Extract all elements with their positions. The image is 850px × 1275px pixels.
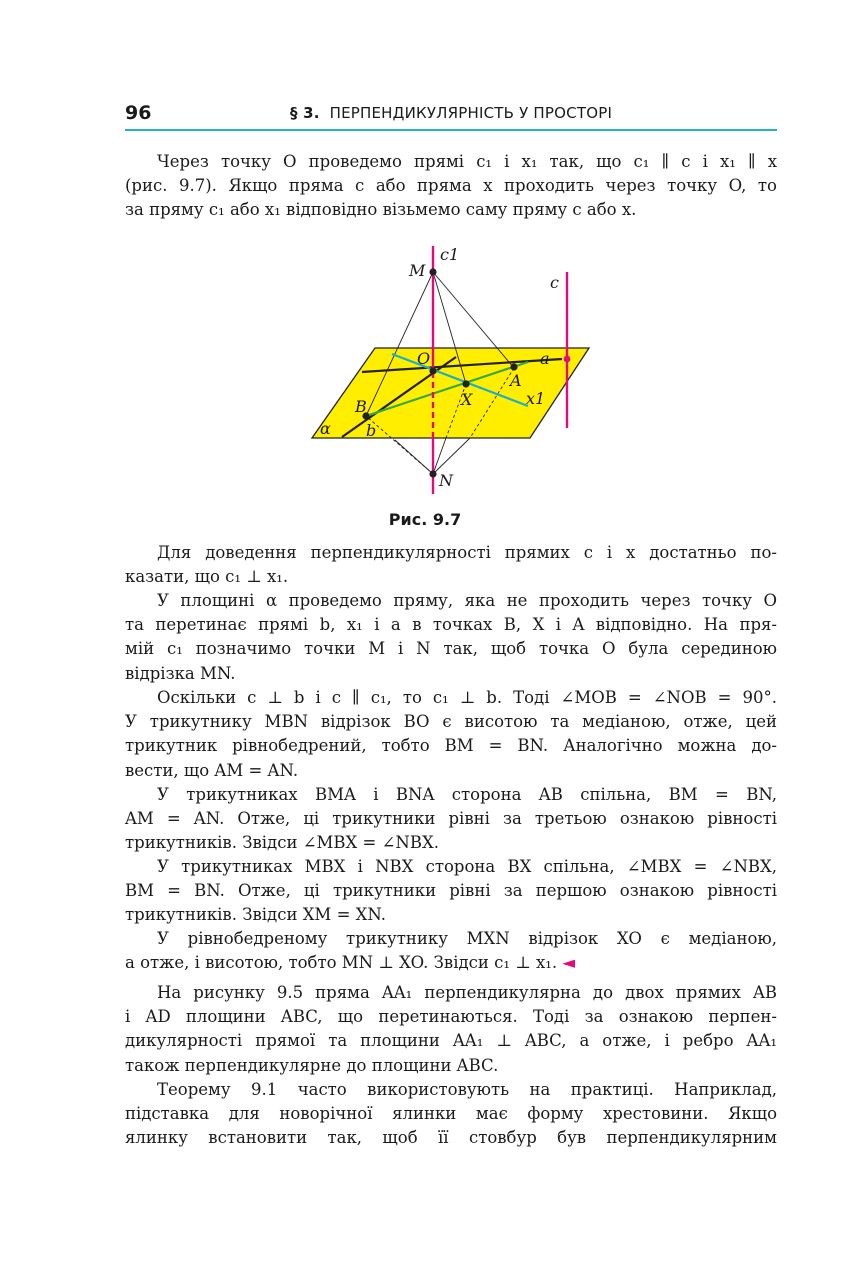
- paragraph-2: [125, 541, 777, 589]
- label-c1: c1: [440, 245, 460, 264]
- label-A: A: [510, 371, 522, 390]
- text-line: (рис. 9.7). Якщо пряма c або пряма x проходить через точку O, то: [125, 176, 777, 196]
- label-x1: x1: [526, 389, 546, 408]
- point-N: [429, 470, 436, 477]
- paragraph-4: [125, 686, 777, 783]
- segment-NA-below: [433, 438, 470, 474]
- text-line: ялинку встановити так, щоб її стовбур був перпендикулярним: [125, 1128, 777, 1148]
- text-line: і AD площини ABC, що перетинаються. Тоді за ознакою перпен-: [125, 1007, 777, 1027]
- label-M: M: [409, 261, 426, 280]
- text-line: BM = BN. Отже, ці трикутники рівні за першою ознакою рівності: [125, 881, 777, 901]
- text-line: У площині α проведемо пряму, яка не проходить через точку O: [157, 591, 777, 610]
- text-line: Теорему 9.1 часто використовують на практиці. Наприклад,: [157, 1080, 777, 1099]
- label-N: N: [439, 471, 453, 490]
- figure-caption: Рис. 9.7: [388, 510, 462, 529]
- point-A: [510, 363, 517, 370]
- paragraph-3: [125, 589, 777, 686]
- text-line: Для доведення перпендикулярності прямих c і x достатньо по-: [157, 543, 777, 562]
- text-line: У трикутнику MBN відрізок BO є висотою та медіаною, отже, цей: [125, 712, 777, 732]
- label-a: a: [540, 349, 550, 368]
- text-line: також перпендикулярне до площини ABC.: [125, 1055, 499, 1075]
- text-line: відрізка MN.: [125, 663, 236, 683]
- label-O: O: [417, 349, 431, 368]
- text-line: AM = AN. Отже, ці трикутники рівні за третьою ознакою рівності: [125, 809, 777, 829]
- text-line: казати, що c₁ ⊥ x₁.: [125, 567, 289, 587]
- point-X: [462, 380, 469, 387]
- section-mark: § 3.: [290, 104, 320, 122]
- text-line: підставка для новорічної ялинки має форму хрестовини. Якщо: [125, 1104, 777, 1124]
- point-c-intersection: [564, 356, 571, 363]
- paragraph-1: [125, 150, 777, 223]
- text-line: мій c₁ позначимо точки M і N так, щоб точка O була серединою: [125, 639, 777, 659]
- text-line: трикутників. Звідси ∠MBX = ∠NBX.: [125, 833, 439, 853]
- point-M: [429, 268, 436, 275]
- segment-NB-below: [395, 440, 433, 474]
- text-line: а отже, і висотою, тобто MN ⊥ XO. Звідси c₁ ⊥ x₁.: [125, 953, 558, 973]
- section-title-text: ПЕРПЕНДИКУЛЯРНІСТЬ У ПРОСТОРІ: [329, 104, 613, 122]
- page-header: [125, 96, 777, 130]
- point-O: [429, 367, 436, 374]
- text-line: У трикутниках MBX і NBX сторона BX спільна, ∠MBX = ∠NBX,: [157, 857, 777, 876]
- paragraph-9: [125, 1078, 777, 1151]
- text-line: трикутник рівнобедрений, тобто BM = BN. Аналогічно можна до-: [125, 736, 777, 756]
- text-line: трикутників. Звідси XM = XN.: [125, 905, 387, 925]
- text-line-with-end-mark: [125, 951, 777, 975]
- paragraph-5: [125, 783, 777, 856]
- text-line: за пряму c₁ або x₁ відповідно візьмемо саму пряму c або x.: [125, 200, 637, 220]
- text-line: вести, що AM = AN.: [125, 760, 299, 780]
- text-line: На рисунку 9.5 пряма AA₁ перпендикулярна до двох прямих AB: [157, 983, 777, 1002]
- header-rule: [125, 129, 777, 131]
- text-line: У трикутниках BMA і BNA сторона AB спільна, BM = BN,: [157, 785, 777, 804]
- label-c: c: [550, 273, 559, 292]
- paragraph-6: [125, 855, 777, 928]
- text-line: У рівнобедреному трикутнику MXN відрізок XO є медіаною,: [157, 929, 777, 948]
- text-line: Оскільки c ⊥ b і c ∥ c₁, то c₁ ⊥ b. Тоді ∠MOB = ∠NOB = 90°.: [157, 688, 777, 707]
- section-title: [290, 104, 612, 122]
- segment-NX-below: [433, 438, 446, 474]
- figure-9-7: [300, 242, 600, 500]
- text-line: та перетинає прямі b, x₁ і a в точках B, X і A відповідно. На пря-: [125, 615, 777, 635]
- label-alpha: α: [320, 419, 331, 438]
- label-b: b: [366, 421, 377, 440]
- page-number: 96: [125, 102, 152, 124]
- paragraph-8: [125, 981, 777, 1078]
- label-B: B: [355, 397, 367, 416]
- label-X: X: [461, 390, 473, 409]
- paragraph-7: [125, 927, 777, 975]
- text-line: Через точку O проведемо прямі c₁ і x₁ так, що c₁ ∥ c і x₁ ∥ x: [157, 152, 777, 171]
- text-line: дикулярності прямої та площини AA₁ ⊥ ABC, а отже, і ребро AA₁: [125, 1031, 777, 1051]
- proof-end-icon: ◄: [562, 953, 576, 973]
